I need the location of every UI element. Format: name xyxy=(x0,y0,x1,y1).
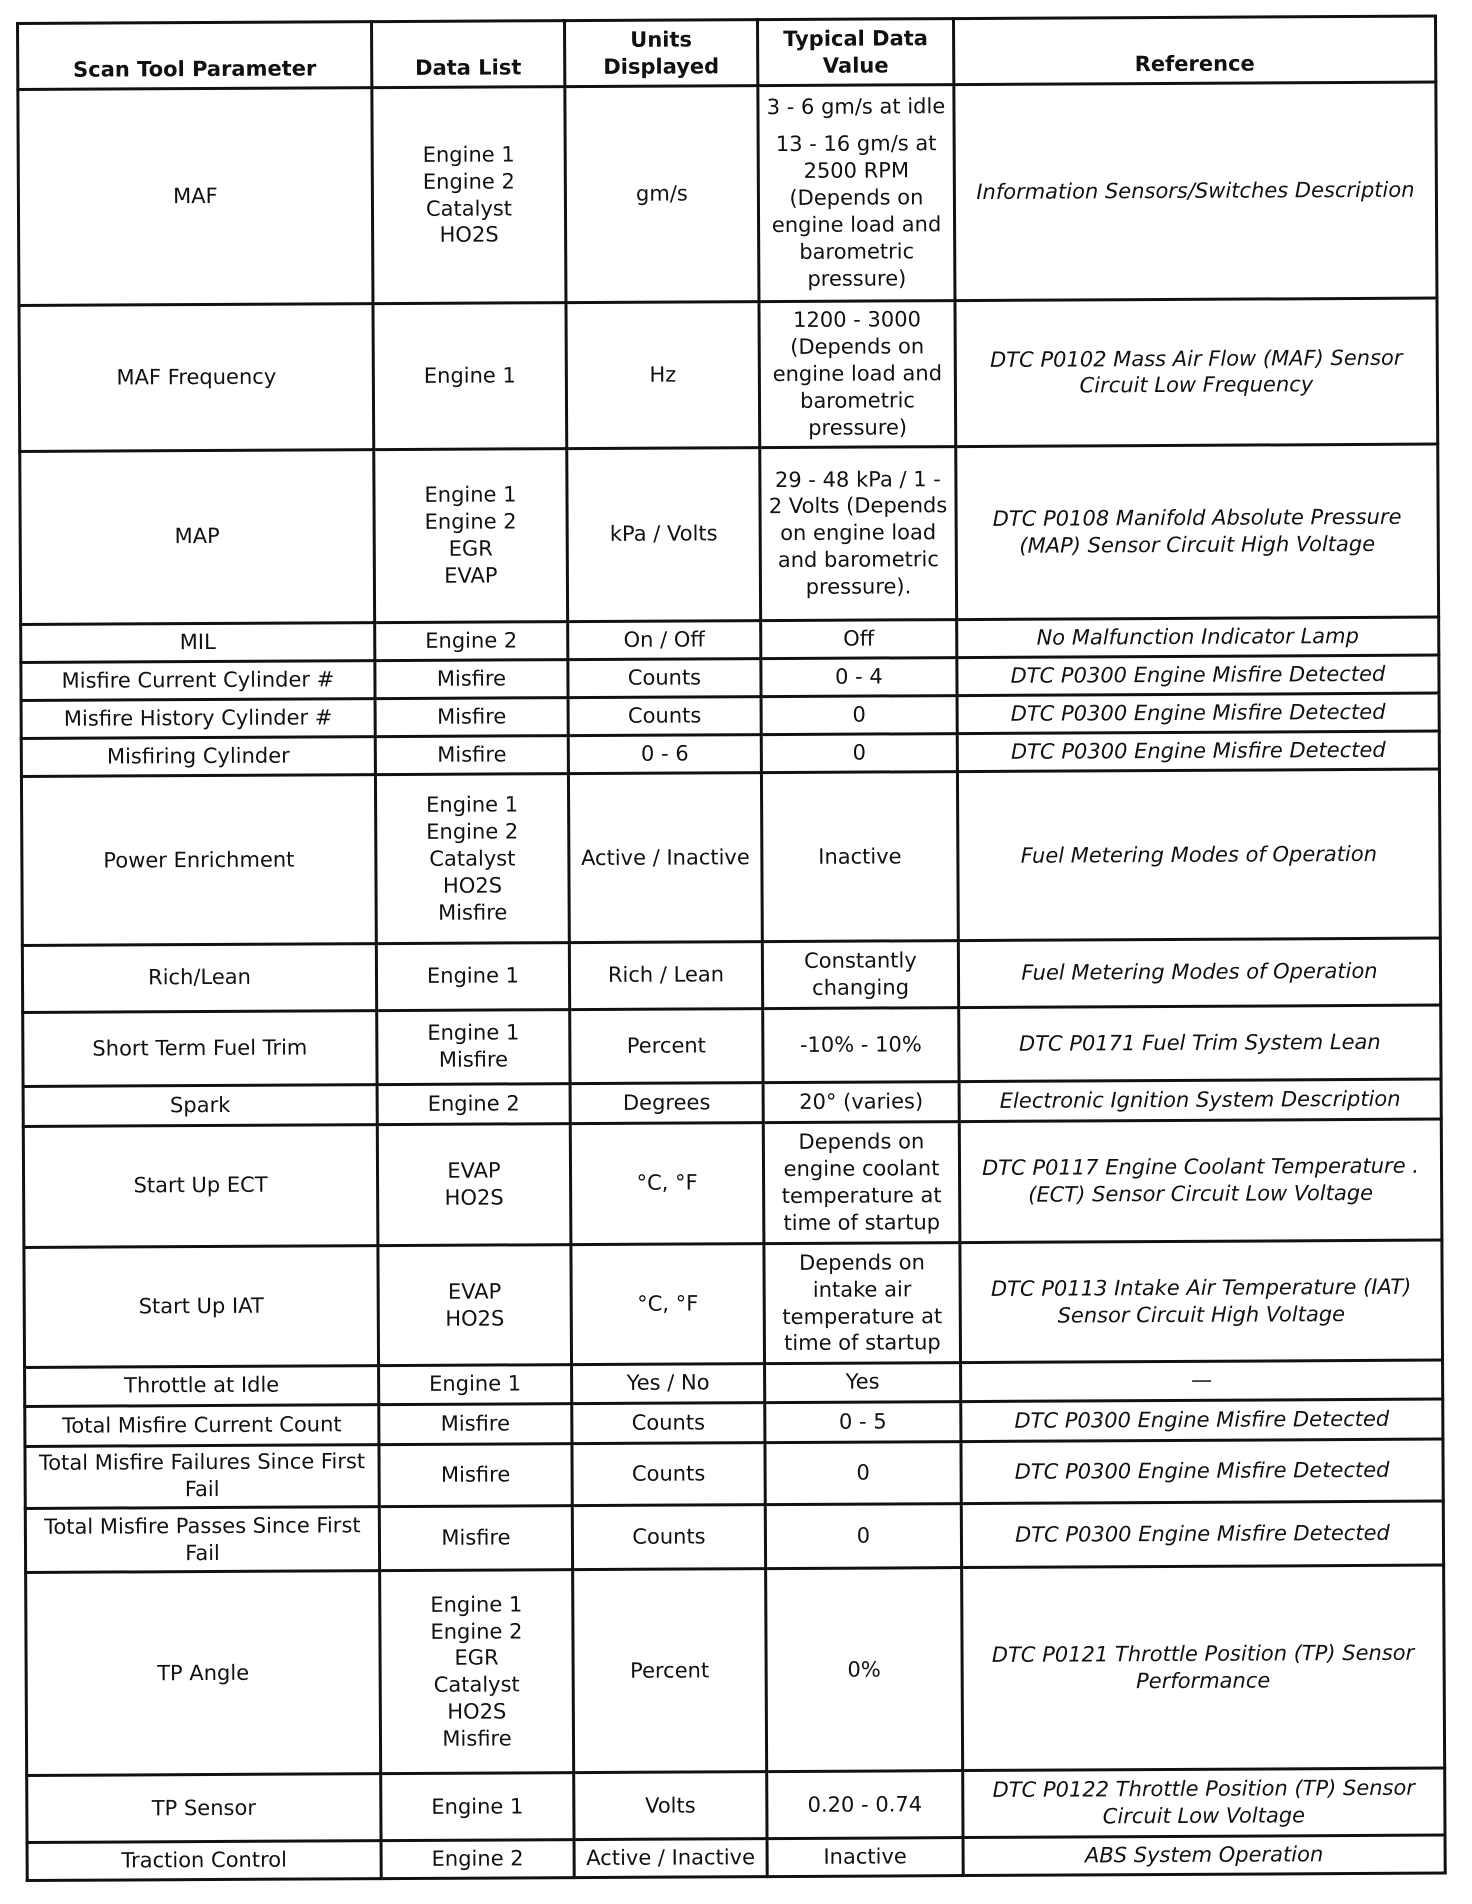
data-list-item: EVAP xyxy=(447,1279,502,1304)
cell-units-displayed: Active / Inactive xyxy=(568,773,762,943)
cell-data-list xyxy=(375,774,569,944)
data-list-item: HO2S xyxy=(445,1305,505,1331)
table-row xyxy=(25,1501,1443,1573)
cell-typical-data-value: Depends on intake air temperature at time of startup xyxy=(764,1242,961,1364)
cell-reference: DTC P0102 Mass Air Flow (MAF) Sensor Circuit Low Frequency xyxy=(955,298,1438,446)
cell-data-list xyxy=(378,1244,572,1366)
cell-typical-data-value: 0% xyxy=(766,1568,963,1772)
data-list-item: Engine 1 xyxy=(424,482,517,507)
cell-units-displayed: °C, °F xyxy=(570,1123,764,1245)
cell-scan-tool-parameter: Short Term Fuel Trim xyxy=(23,1010,377,1086)
data-list-item: Catalyst xyxy=(425,195,513,221)
cell-typical-data-value: 0 - 4 xyxy=(761,657,957,696)
table-row xyxy=(27,1835,1445,1881)
cell-reference: DTC P0300 Engine Misfire Detected xyxy=(957,655,1439,696)
cell-scan-tool-parameter: MAF xyxy=(18,88,373,306)
cell-scan-tool-parameter: Throttle at Idle xyxy=(25,1366,379,1406)
cell-scan-tool-parameter: MAP xyxy=(20,449,375,624)
typical-value-idle: 3 - 6 gm/s at idle xyxy=(766,94,946,120)
header-data-list: Data List xyxy=(372,21,565,88)
data-list-item: HO2S xyxy=(439,222,499,248)
data-list-item: Engine 2 xyxy=(424,509,517,534)
cell-scan-tool-parameter: MAF Frequency xyxy=(19,304,374,452)
data-list-item: Engine 2 xyxy=(430,1618,523,1644)
cell-typical-data-value: Inactive xyxy=(767,1837,963,1876)
data-list-item: Misfire xyxy=(442,1726,512,1751)
cell-units-displayed: Volts xyxy=(574,1772,767,1839)
cell-reference: DTC P0113 Intake Air Temperature (IAT) Sensor Circuit High Voltage xyxy=(960,1240,1443,1363)
cell-reference: Fuel Metering Modes of Operation xyxy=(957,769,1440,940)
scan-tool-data-table xyxy=(16,15,1447,1882)
header-scan-tool-parameter: Scan Tool Parameter xyxy=(18,22,372,90)
cell-data-list xyxy=(380,1570,574,1774)
cell-reference: Electronic Ignition System Description xyxy=(959,1079,1441,1122)
cell-data-list xyxy=(375,736,568,775)
data-list-item: EVAP xyxy=(444,563,498,588)
cell-units-displayed: Rich / Lean xyxy=(569,942,762,1009)
data-list-item: EGR xyxy=(454,1645,499,1671)
cell-typical-data-value: 20° (varies) xyxy=(763,1082,959,1123)
table-row xyxy=(23,1005,1441,1087)
cell-data-list xyxy=(377,1124,571,1246)
cell-data-list xyxy=(372,87,566,304)
cell-scan-tool-parameter: Total Misfire Passes Since First Fail xyxy=(25,1507,379,1573)
cell-typical-data-value: -10% - 10% xyxy=(763,1007,959,1082)
data-list-item: Engine 1 xyxy=(423,363,516,388)
data-list-item: Engine 2 xyxy=(431,1846,524,1871)
data-list-item: Engine 1 xyxy=(422,142,515,167)
data-list-item: Misfire xyxy=(441,1525,511,1551)
header-units-displayed: Units Displayed xyxy=(565,20,758,87)
cell-typical-data-value: 0 xyxy=(765,1504,961,1569)
cell-scan-tool-parameter: Rich/Lean xyxy=(22,944,376,1012)
cell-reference: DTC P0300 Engine Misfire Detected xyxy=(961,1399,1443,1442)
cell-data-list xyxy=(376,943,569,1010)
data-list-item: Misfire xyxy=(440,1411,511,1436)
cell-scan-tool-parameter: Misfire History Cylinder # xyxy=(21,699,375,739)
cell-units-displayed: Counts xyxy=(572,1402,765,1443)
cell-units-displayed: gm/s xyxy=(565,86,759,303)
cell-typical-data-value: 29 - 48 kPa / 1 - 2 Volts (Depends on engine load and barometric pressure). xyxy=(760,446,957,620)
data-list-item: EGR xyxy=(448,536,493,561)
cell-scan-tool-parameter: Total Misfire Failures Since First Fail xyxy=(25,1444,379,1508)
table-row xyxy=(26,1565,1445,1775)
cell-data-list xyxy=(375,621,568,660)
cell-data-list xyxy=(379,1443,572,1506)
cell-reference: No Malfunction Indicator Lamp xyxy=(957,617,1439,658)
cell-units-displayed: °C, °F xyxy=(571,1243,765,1365)
cell-units-displayed: Active / Inactive xyxy=(574,1838,767,1877)
data-list-item: Misfire xyxy=(437,900,508,925)
cell-data-list xyxy=(379,1365,572,1404)
cell-typical-data-value: 0 xyxy=(761,696,957,735)
data-list-item: Engine 2 xyxy=(425,628,518,653)
table-row xyxy=(22,938,1440,1012)
cell-units-displayed: Counts xyxy=(568,697,761,736)
data-list-item: Catalyst xyxy=(429,846,516,871)
cell-typical-data-value: Off xyxy=(761,619,957,658)
data-list-item: Misfire xyxy=(436,704,507,729)
table-row xyxy=(24,1240,1443,1368)
header-typical-data-value: Typical Data Value xyxy=(757,19,953,86)
data-list-item: Engine 2 xyxy=(422,169,515,194)
cell-reference: Fuel Metering Modes of Operation xyxy=(958,938,1440,1007)
data-list-item: HO2S xyxy=(444,1185,504,1210)
table-row xyxy=(23,1119,1442,1247)
cell-units-displayed: On / Off xyxy=(568,620,761,659)
cell-scan-tool-parameter: Traction Control xyxy=(27,1840,381,1880)
header-reference: Reference xyxy=(953,16,1435,85)
cell-units-displayed: Counts xyxy=(572,1505,765,1570)
cell-typical-data-value: 0 xyxy=(765,1441,961,1504)
cell-data-list xyxy=(379,1403,572,1444)
table-row xyxy=(25,1439,1443,1509)
data-list-item: Engine 1 xyxy=(426,963,520,989)
data-list-item: Misfire xyxy=(440,1462,511,1487)
cell-reference: DTC P0300 Engine Misfire Detected xyxy=(961,1501,1443,1568)
data-list-item: Misfire xyxy=(437,742,507,768)
data-list-item: Misfire xyxy=(436,666,507,691)
data-list-item: Misfire xyxy=(438,1047,509,1073)
cell-units-displayed: kPa / Volts xyxy=(567,447,761,621)
cell-scan-tool-parameter: Power Enrichment xyxy=(21,775,376,946)
cell-data-list xyxy=(377,1084,570,1125)
data-list-item: HO2S xyxy=(442,873,503,898)
table-body xyxy=(18,82,1445,1880)
cell-units-displayed: Yes / No xyxy=(572,1364,765,1403)
cell-scan-tool-parameter: TP Sensor xyxy=(27,1774,381,1842)
cell-reference: DTC P0171 Fuel Trim System Lean xyxy=(959,1005,1441,1082)
data-list-item: HO2S xyxy=(447,1699,507,1724)
table-row xyxy=(20,444,1439,624)
cell-scan-tool-parameter: Spark xyxy=(23,1085,377,1127)
cell-reference: DTC P0300 Engine Misfire Detected xyxy=(957,693,1439,734)
data-list-item: Engine 2 xyxy=(427,1091,520,1116)
cell-units-displayed: Counts xyxy=(568,658,761,697)
table-row xyxy=(19,298,1438,451)
cell-data-list xyxy=(381,1773,574,1840)
cell-data-list xyxy=(373,303,567,450)
cell-scan-tool-parameter: Start Up IAT xyxy=(24,1245,379,1367)
cell-data-list xyxy=(375,659,568,698)
cell-data-list xyxy=(381,1839,574,1878)
cell-reference: DTC P0108 Manifold Absolute Pressure (MAP) Sensor Circuit High Voltage xyxy=(956,444,1439,619)
cell-scan-tool-parameter: Misfiring Cylinder xyxy=(21,737,375,777)
cell-units-displayed: 0 - 6 xyxy=(568,735,761,774)
cell-units-displayed: Hz xyxy=(566,302,760,449)
cell-typical-data-value: Depends on engine coolant temperature at time of startup xyxy=(763,1122,960,1244)
cell-reference: DTC P0117 Engine Coolant Temperature . (ECT) Sensor Circuit Low Voltage xyxy=(959,1119,1442,1242)
cell-scan-tool-parameter: MIL xyxy=(21,622,375,662)
cell-typical-data-value: Yes xyxy=(765,1363,961,1402)
cell-data-list xyxy=(377,1009,570,1084)
data-list-item: Engine 1 xyxy=(426,792,519,818)
cell-reference: DTC P0300 Engine Misfire Detected xyxy=(961,1439,1443,1504)
data-list-item: Catalyst xyxy=(433,1672,520,1698)
scan-tool-data-sheet xyxy=(16,15,1444,1882)
cell-reference: ABS System Operation xyxy=(963,1835,1445,1876)
cell-scan-tool-parameter: Total Misfire Current Count xyxy=(25,1404,379,1446)
data-list-item: Engine 1 xyxy=(429,1371,522,1397)
cell-units-displayed: Degrees xyxy=(570,1083,763,1124)
cell-reference: — xyxy=(961,1360,1443,1401)
cell-scan-tool-parameter: TP Angle xyxy=(26,1571,381,1776)
cell-scan-tool-parameter: Start Up ECT xyxy=(23,1125,378,1247)
cell-typical-data-value: 0.20 - 0.74 xyxy=(767,1771,963,1838)
cell-scan-tool-parameter: Misfire Current Cylinder # xyxy=(21,660,375,700)
cell-units-displayed: Percent xyxy=(573,1569,767,1773)
table-row xyxy=(27,1768,1445,1842)
cell-typical-data-value xyxy=(758,85,955,302)
cell-data-list xyxy=(374,448,568,622)
header-row xyxy=(18,16,1436,89)
cell-units-displayed: Counts xyxy=(572,1442,765,1505)
cell-reference: DTC P0121 Throttle Position (TP) Sensor Performance xyxy=(962,1565,1445,1771)
cell-reference: DTC P0300 Engine Misfire Detected xyxy=(957,731,1439,772)
cell-typical-data-value: Constantly changing xyxy=(762,941,958,1008)
cell-typical-data-value: Inactive xyxy=(761,772,958,942)
data-list-item: Engine 1 xyxy=(430,1592,523,1617)
data-list-item: EVAP xyxy=(447,1158,501,1183)
data-list-item: Engine 2 xyxy=(426,819,519,844)
table-row xyxy=(18,82,1437,305)
cell-data-list xyxy=(375,698,568,737)
table-row xyxy=(21,769,1440,945)
typical-value-rpm: 13 - 16 gm/s at 2500 RPM (Depends on engine load and barometric pressure) xyxy=(771,131,942,291)
cell-typical-data-value: 0 - 5 xyxy=(765,1401,961,1442)
data-list-item: Engine 1 xyxy=(431,1793,524,1819)
cell-data-list xyxy=(379,1506,572,1571)
data-list-item: Engine 1 xyxy=(427,1020,520,1046)
cell-reference: Information Sensors/Switches Description xyxy=(954,82,1437,301)
cell-units-displayed: Percent xyxy=(570,1008,763,1083)
cell-typical-data-value: 1200 - 3000 (Depends on engine load and barometric pressure) xyxy=(759,301,956,448)
cell-reference: DTC P0122 Throttle Position (TP) Sensor Circuit Low Voltage xyxy=(963,1768,1445,1837)
cell-typical-data-value: 0 xyxy=(761,734,957,773)
